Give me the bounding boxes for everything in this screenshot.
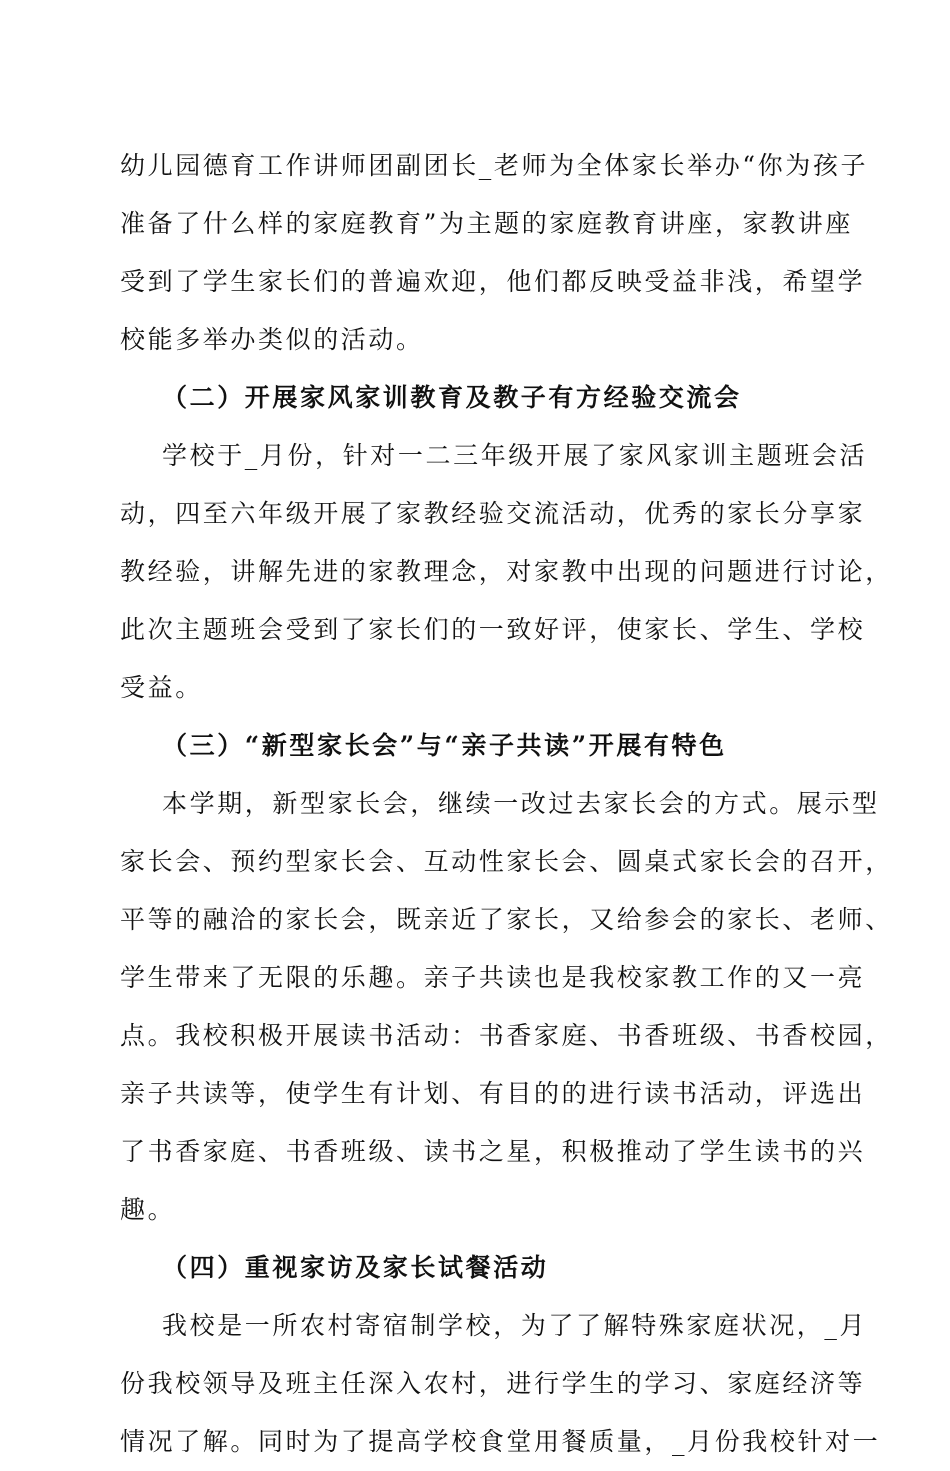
text-line: 亲子共读等，使学生有计划、有目的的进行读书活动，评选出	[120, 1079, 866, 1108]
text-line: 学校于_月份，针对一二三年级开展了家风家训主题班会活	[162, 441, 868, 470]
document-page	[120, 137, 893, 1471]
paragraph-parent-meeting	[120, 775, 893, 1239]
text-line: 趣。	[120, 1195, 176, 1224]
text-line: 本学期，新型家长会，继续一改过去家长会的方式。展示型	[162, 789, 880, 818]
text-line: 教经验，讲解先进的家教理念，对家教中出现的问题进行讨论，	[120, 557, 893, 586]
text-line: 幼儿园德育工作讲师团副团长_老师为全体家长举办“你为孩子	[120, 151, 869, 180]
text-line: 平等的融洽的家长会，既亲近了家长，又给参会的家长、老师、	[120, 905, 893, 934]
text-line: 受益。	[120, 673, 203, 702]
section-heading-3: （三）“新型家长会”与“亲子共读”开展有特色	[162, 731, 727, 760]
text-line: 受到了学生家长们的普遍欢迎，他们都反映受益非浅，希望学	[120, 267, 866, 296]
text-line: 份我校领导及班主任深入农村，进行学生的学习、家庭经济等	[120, 1369, 866, 1398]
text-line: 动，四至六年级开展了家教经验交流活动，优秀的家长分享家	[120, 499, 866, 528]
text-line: 了书香家庭、书香班级、读书之星，积极推动了学生读书的兴	[120, 1137, 866, 1166]
text-line: 我校是一所农村寄宿制学校，为了了解特殊家庭状况，_月	[162, 1311, 868, 1340]
text-line: 准备了什么样的家庭教育”为主题的家庭教育讲座，家教讲座	[120, 209, 853, 238]
paragraph-family-tradition	[120, 427, 893, 717]
text-line: 此次主题班会受到了家长们的一致好评，使家长、学生、学校	[120, 615, 866, 644]
text-line: 情况了解。同时为了提高学校食堂用餐质量，_月份我校针对一	[120, 1427, 881, 1456]
paragraph-continuation	[120, 137, 869, 369]
text-line: 点。我校积极开展读书活动：书香家庭、书香班级、书香校园，	[120, 1021, 893, 1050]
text-line: 家长会、预约型家长会、互动性家长会、圆桌式家长会的召开，	[120, 847, 893, 876]
section-heading-4: （四）重视家访及家长试餐活动	[162, 1253, 549, 1282]
text-line: 校能多举办类似的活动。	[120, 325, 424, 354]
section-heading-2: （二）开展家风家训教育及教子有方经验交流会	[162, 383, 742, 412]
paragraph-home-visits	[120, 1297, 881, 1471]
text-line: 学生带来了无限的乐趣。亲子共读也是我校家教工作的又一亮	[120, 963, 866, 992]
